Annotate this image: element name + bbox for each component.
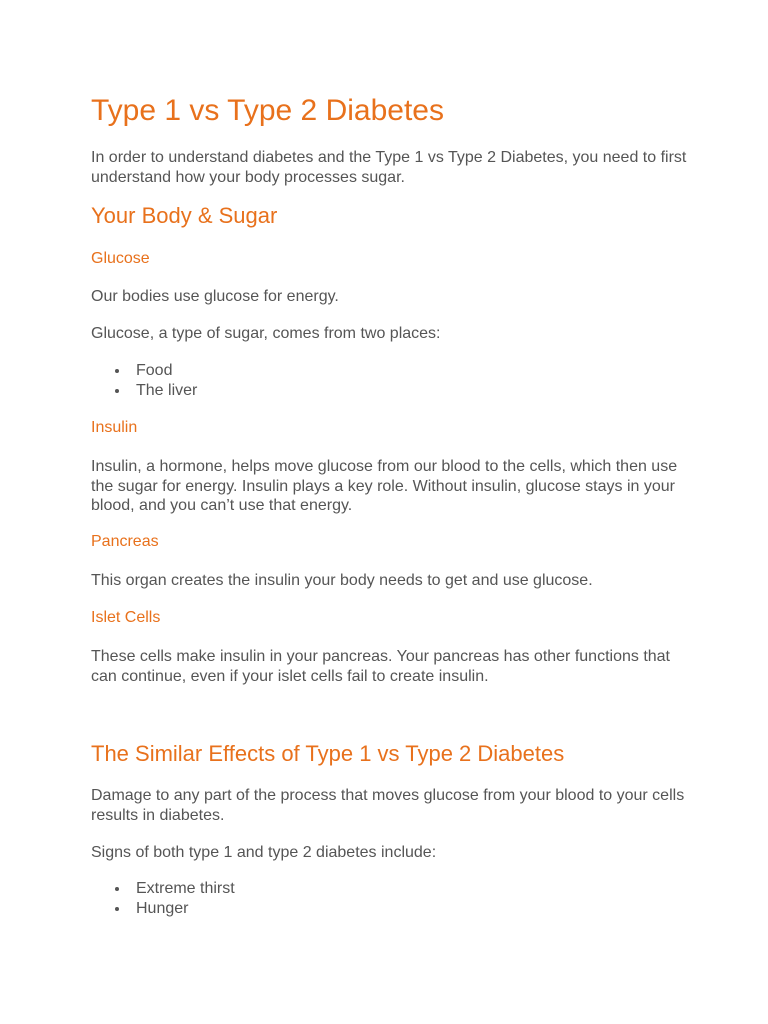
signs-list [91,879,235,919]
subheading-glucose: Glucose [91,250,150,267]
similar-effects-paragraph-2: Signs of both type 1 and type 2 diabetes include: [91,844,437,861]
glucose-paragraph-1: Our bodies use glucose for energy. [91,288,339,305]
insulin-paragraph: Insulin, a hormone, helps move glucose from our blood to the cells, which then use the sugar for energy. Insulin plays a key role. Without insulin, glucose stays in your blood, and you can’t use that energy. [91,458,678,514]
section-heading-similar-effects: The Similar Effects of Type 1 vs Type 2 Diabetes [91,741,565,766]
glucose-sources-list [91,361,197,401]
list-item: Food [91,361,197,381]
intro-paragraph: In order to understand diabetes and the Type 1 vs Type 2 Diabetes, you need to first understand how your body processes sugar. [91,149,687,186]
subheading-islet-cells: Islet Cells [91,609,161,626]
subheading-pancreas: Pancreas [91,533,159,550]
pancreas-paragraph: This organ creates the insulin your body needs to get and use glucose. [91,572,593,589]
islet-cells-paragraph: These cells make insulin in your pancreas. Your pancreas has other functions that can continue, even if your islet cells fail to create insulin. [91,648,670,685]
list-item: The liver [91,381,197,401]
list-item: Hunger [91,899,235,919]
subheading-insulin: Insulin [91,419,138,436]
list-item: Extreme thirst [91,879,235,899]
page-title: Type 1 vs Type 2 Diabetes [91,94,444,127]
similar-effects-paragraph-1: Damage to any part of the process that moves glucose from your blood to your cells results in diabetes. [91,787,685,824]
section-heading-body-sugar: Your Body & Sugar [91,203,278,228]
glucose-paragraph-2: Glucose, a type of sugar, comes from two places: [91,325,441,342]
